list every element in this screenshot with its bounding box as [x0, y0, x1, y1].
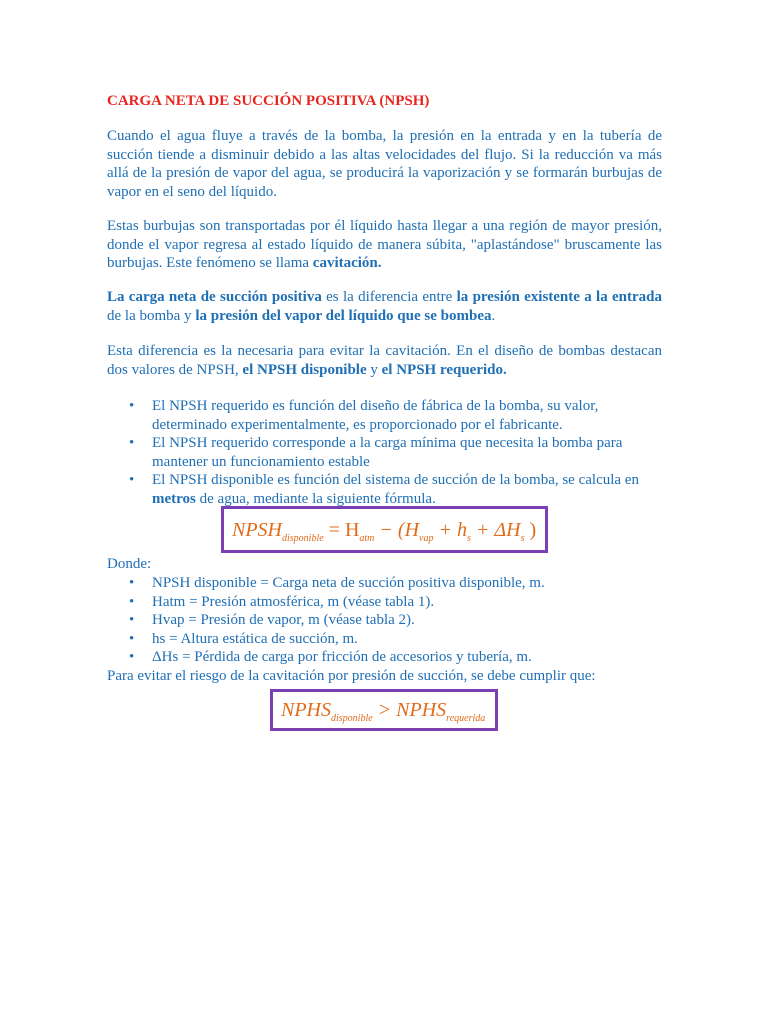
- list-item-text: El NPSH requerido corresponde a la carga mínima que necesita la bomba para mantener un funcionamiento estable: [152, 435, 623, 470]
- formula-plus-dh: + ΔH: [470, 519, 521, 541]
- condition-formula: [270, 689, 498, 731]
- list-item-text: Hvap = Presión de vapor, m (véase tabla 2).: [152, 612, 415, 628]
- bullet-icon: •: [129, 472, 135, 488]
- formula-plus-h: + h: [433, 519, 467, 541]
- bullet-icon: •: [129, 649, 135, 665]
- paragraph-values: [107, 342, 662, 379]
- definition-text-2: de la bomba y: [107, 307, 196, 324]
- list-item-text: hs = Altura estática de succión, m.: [152, 630, 358, 647]
- term-npsh: La carga neta de succión positiva: [107, 289, 322, 305]
- formula-sub-s2: s: [520, 533, 525, 544]
- formula-sub-disponible: disponible: [282, 533, 324, 544]
- formula-sub-atm: atm: [359, 533, 375, 544]
- formula-npsh: NPSH: [232, 519, 282, 541]
- list-item: [107, 471, 667, 508]
- formula-sub-requerida: requerida: [446, 713, 486, 724]
- list-item: [107, 630, 667, 649]
- list-item-text: El NPSH requerido es función del diseño de fábrica de la bomba, su valor, determinado experimentalmente, es proporcionado por el fabricante.: [152, 398, 599, 433]
- paragraph-intro: Cuando el agua fluye a través de la bomba, la presión en la entrada y en la tubería de succión tiende a disminuir debido a las altas velocidades del flujo. Si la reducción va más allá de la presión de vapor del agua, se producirá la vaporización y se formarán burbujas de vapor en el seno del líquido.: [107, 128, 662, 200]
- term-cavitacion: cavitación.: [312, 255, 382, 271]
- values-text-2: y: [366, 361, 382, 378]
- values-text-1: Esta diferencia es la necesaria para evitar la cavitación. En el diseño de bombas destacan dos valores de NPSH,: [107, 343, 662, 378]
- formula-sub-s1: s: [466, 533, 471, 544]
- list-item-text-end: de agua, mediante la siguiente fórmula.: [195, 490, 436, 507]
- page-title: CARGA NETA DE SUCCIÓN POSITIVA (NPSH): [107, 93, 430, 109]
- bullet-icon: •: [129, 398, 135, 414]
- term-npsh-disponible: el NPSH disponible: [242, 361, 367, 378]
- list-item-text: El NPSH disponible es función del sistema de succión de la bomba, se calcula en: [152, 472, 639, 488]
- paragraph-cavitation-text: Estas burbujas son transportadas por él líquido hasta llegar a una región de mayor presión, donde el vapor regresa al estado líquido de manera súbita, "aplastándose" bruscamente las burbujas. Este fenómeno se llama: [107, 218, 662, 271]
- list-item-text: Hatm = Presión atmosférica, m (véase tabla 1).: [152, 593, 435, 610]
- paragraph-cavitation: [107, 217, 662, 273]
- term-npsh-requerido: el NPSH requerido.: [381, 361, 507, 378]
- list-item: [107, 574, 667, 593]
- list-item: [107, 611, 667, 630]
- formula-left: NPHS: [281, 699, 331, 721]
- term-presion-vapor: la presión del vapor del líquido que se bombea: [195, 307, 492, 324]
- npsh-formula: [221, 506, 548, 553]
- bullet-icon: •: [129, 612, 135, 628]
- list-item-text: NPSH disponible = Carga neta de succión positiva disponible, m.: [152, 575, 545, 591]
- bullet-icon: •: [129, 593, 135, 610]
- bullet-icon: •: [129, 630, 135, 647]
- list-item: [107, 593, 667, 612]
- term-presion-entrada: la presión existente a la entrada: [456, 289, 662, 305]
- formula-close: ): [524, 519, 537, 541]
- list-item: [107, 397, 667, 434]
- variables-bullet-list: [107, 574, 667, 667]
- bullet-icon: •: [129, 435, 135, 451]
- list-item: [107, 648, 667, 667]
- formula-minus: − (H: [374, 519, 420, 541]
- formula-sub-disponible: disponible: [331, 713, 373, 724]
- donde-label: Donde:: [107, 556, 152, 572]
- formula-equals: = H: [323, 519, 360, 541]
- definition-text-1: es la diferencia entre: [321, 289, 457, 305]
- formula-sub-vap: vap: [419, 533, 434, 544]
- term-metros: metros: [152, 490, 196, 507]
- paragraph-definition: [107, 288, 662, 325]
- bullet-icon: •: [129, 575, 135, 591]
- definition-text-3: .: [491, 307, 496, 324]
- formula-greater-than: > NPHS: [372, 699, 447, 721]
- npsh-bullet-list: [107, 397, 667, 508]
- list-item-text: ΔHs = Pérdida de carga por fricción de accesorios y tubería, m.: [152, 649, 532, 665]
- list-item: [107, 434, 667, 471]
- paragraph-condition: Para evitar el riesgo de la cavitación por presión de succión, se debe cumplir que:: [107, 668, 596, 684]
